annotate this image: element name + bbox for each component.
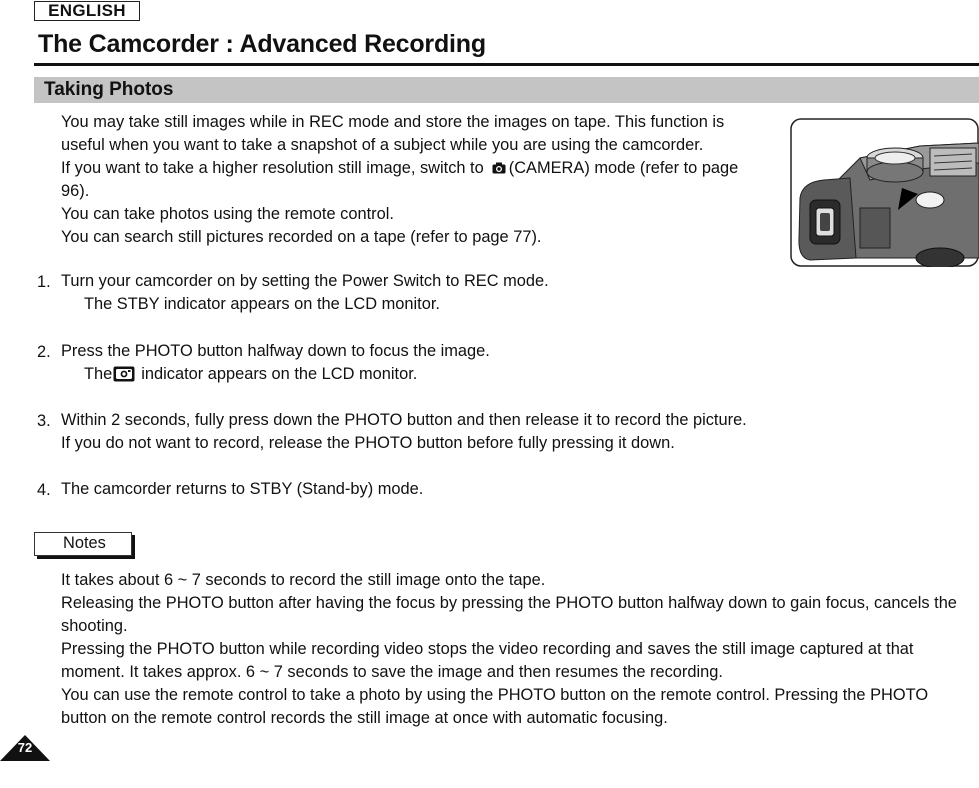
language-tab: ENGLISH: [34, 1, 140, 21]
notes-list: [61, 569, 976, 730]
intro-paragraph: [61, 111, 738, 249]
intro-line: [61, 157, 738, 180]
intro-line: 96).: [61, 182, 90, 200]
notes-label: Notes: [34, 532, 132, 556]
step-text: Turn your camcorder on by setting the Power Switch to REC mode.: [61, 272, 549, 290]
note-item: Releasing the PHOTO button after having the focus by pressing the PHOTO button halfway down to gain focus, cancels the shooting.: [61, 594, 957, 635]
step-number: 3.: [37, 412, 51, 430]
intro-line: You may take still images while in REC mode and store the images on tape. This function is: [61, 113, 725, 131]
step-subtext: If you do not want to record, release the PHOTO button before fully pressing it down.: [61, 434, 675, 452]
note-item: You can use the remote control to take a photo by using the PHOTO button on the remote control. Pressing the PHOTO button on the remote control records the still image at once with automatic focusing.: [61, 686, 929, 727]
intro-line: useful when you want to take a snapshot of a subject while you are using the camcorder.: [61, 136, 704, 154]
section-header: [34, 77, 979, 103]
step-number: 2.: [37, 343, 51, 361]
step-subtext: [84, 363, 417, 386]
step-subtext: The STBY indicator appears on the LCD monitor.: [84, 295, 440, 313]
note-item: Pressing the PHOTO button while recording video stops the video recording and saves the still image captured at that moment. It takes approx. 6 ~ 7 seconds to save the image and then resumes the recording.: [61, 640, 914, 681]
intro-line: You can search still pictures recorded on a tape (refer to page 77).: [61, 228, 542, 246]
step-number: 1.: [37, 273, 51, 291]
photo-indicator-icon: [113, 366, 135, 382]
intro-text: (CAMERA) mode (refer to page: [508, 159, 739, 177]
step-text: Within 2 seconds, fully press down the PHOTO button and then release it to record the picture.: [61, 411, 747, 429]
page-title: The Camcorder : Advanced Recording: [38, 30, 486, 58]
intro-line: You can take photos using the remote control.: [61, 205, 394, 223]
step-text: The camcorder returns to STBY (Stand-by) mode.: [61, 480, 424, 498]
page-number: 72: [17, 740, 33, 755]
title-divider: [34, 63, 979, 66]
section-title: Taking Photos: [44, 79, 174, 100]
step-text: Press the PHOTO button halfway down to focus the image.: [61, 342, 490, 360]
intro-text: If you want to take a higher resolution still image, switch to: [61, 159, 484, 177]
step-subtext-part: The: [84, 365, 113, 383]
step-number: 4.: [37, 481, 51, 499]
camcorder-photo-button-illustration: [790, 118, 979, 267]
step-subtext-part: indicator appears on the LCD monitor.: [141, 365, 418, 383]
note-item: It takes about 6 ~ 7 seconds to record the still image onto the tape.: [61, 571, 546, 589]
camera-icon: [492, 162, 506, 174]
